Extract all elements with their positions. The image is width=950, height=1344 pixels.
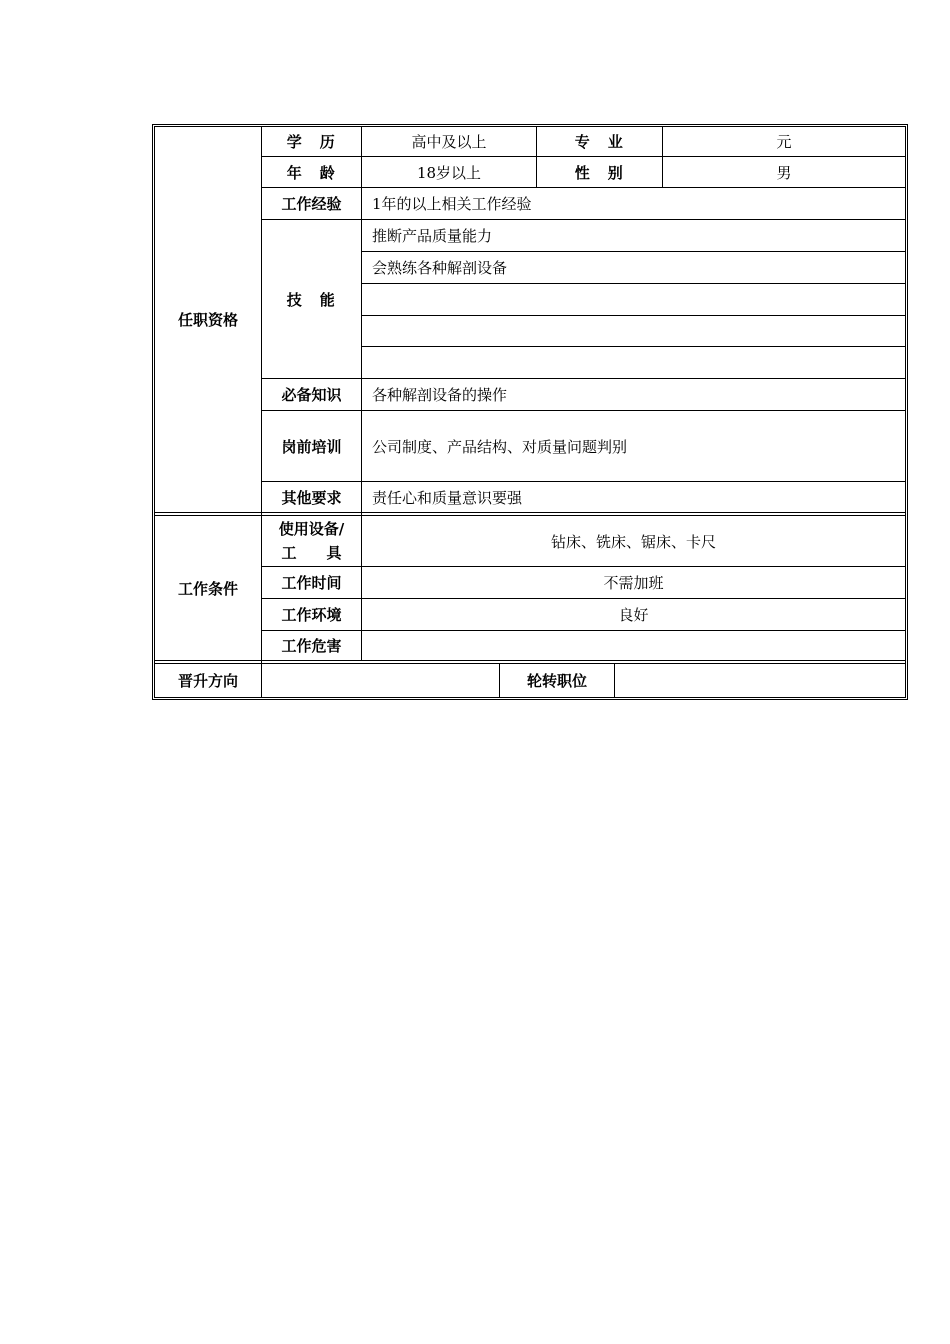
work-environment-value: 良好	[618, 606, 649, 624]
other-requirements-value: 责任心和质量意识要强	[372, 488, 523, 507]
work-hazard-value	[362, 631, 905, 660]
skills-label: 技 能	[286, 290, 337, 309]
skill-item	[362, 347, 905, 378]
experience-label: 工作经验	[281, 195, 342, 213]
major-label: 专 业	[574, 133, 625, 151]
rotation-value	[615, 664, 905, 697]
rotation-label: 轮转职位	[526, 672, 587, 690]
experience-value: 1年的以上相关工作经验	[372, 195, 532, 213]
work-time-label: 工作时间	[281, 574, 342, 592]
age-value: 18岁以上	[416, 163, 482, 182]
work-environment-label: 工作环境	[281, 606, 342, 624]
training-label: 岗前培训	[281, 437, 342, 456]
equipment-label	[262, 516, 361, 566]
promotion-label: 晋升方向	[177, 672, 238, 690]
work-hazard-label: 工作危害	[281, 637, 342, 655]
work-time-value: 不需加班	[603, 574, 664, 592]
education-label: 学 历	[286, 133, 337, 151]
section-divider	[155, 660, 905, 661]
skill-item	[362, 284, 905, 315]
skill-item: 会熟练各种解剖设备	[372, 259, 508, 277]
training-value: 公司制度、产品结构、对质量问题判别	[372, 437, 628, 456]
major-value: 元	[776, 133, 792, 151]
gender-label: 性 别	[574, 163, 625, 182]
skill-item: 推断产品质量能力	[372, 227, 493, 245]
conditions-section-label: 工作条件	[177, 579, 238, 598]
age-label: 年 龄	[286, 163, 337, 182]
promotion-value	[262, 664, 499, 697]
skill-item	[362, 316, 905, 346]
qualifications-section-label: 任职资格	[177, 311, 238, 329]
equipment-label-line2: 工 具	[281, 544, 342, 562]
equipment-value: 钻床、铣床、锯床、卡尺	[550, 532, 716, 551]
other-requirements-label: 其他要求	[281, 488, 342, 507]
equipment-label-line1: 使用设备/	[278, 520, 345, 538]
education-value: 高中及以上	[411, 133, 487, 151]
knowledge-label: 必备知识	[281, 386, 342, 404]
knowledge-value: 各种解剖设备的操作	[372, 386, 508, 404]
gender-value: 男	[776, 163, 792, 182]
section-divider	[155, 512, 905, 513]
